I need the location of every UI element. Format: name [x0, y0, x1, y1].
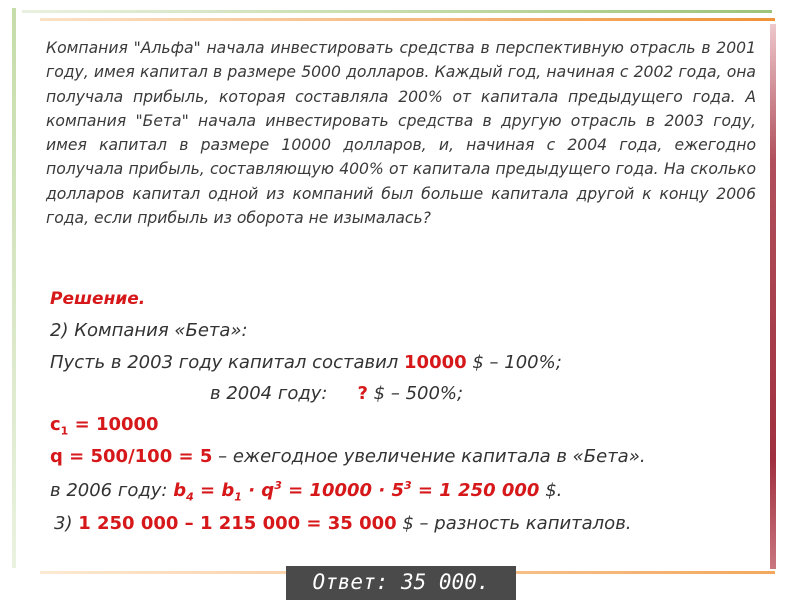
- line3-prefix: Пусть в 2003 году капитал составил: [50, 352, 405, 373]
- answer-text: Ответ: 35 000.: [312, 570, 490, 594]
- line3-value: 10000: [404, 352, 467, 373]
- line4-value: ?: [357, 383, 368, 404]
- c1-eq: = 10000: [68, 414, 159, 435]
- b-label: b: [173, 480, 187, 501]
- b4-line: [50, 479, 562, 504]
- q-formula: q = 500/100 = 5: [50, 446, 213, 467]
- top-green-bar: [22, 10, 772, 13]
- line4-suffix: $ – 500%;: [367, 383, 464, 404]
- problem-text: Компания "Альфа" начала инвестировать средства в перспективную отрасль в 2001 году, имея капитал в размере 5000 долларов. Каждый год, начиная с 2002 года, она получала прибыль, которая составляла 200% от капитала предыдущего года. А компания "Бета" начала инвестировать средства в другую отрасль в 2003 году, имея капитал в размере 10000 долларов, и, начиная с 2004 года, ежегодно получала прибыль, составляющую 400% от капитала предыдущего года. На сколько долларов капитал одной из компаний был больше капитала другой к концу 2006 года, если прибыль из оборота не изымалась?: [46, 39, 756, 228]
- q-exp: 3: [274, 479, 282, 492]
- capital-2003-line: [50, 352, 562, 373]
- c1-label: c: [50, 414, 61, 435]
- q-text: – ежегодное увеличение капитала в «Бета».: [212, 446, 646, 467]
- q-line: [50, 446, 646, 467]
- c1-sub: 1: [60, 424, 69, 438]
- line4-prefix: в 2004 году:: [210, 383, 328, 404]
- b4-formula: [173, 479, 540, 504]
- left-green-bar: [12, 8, 16, 568]
- step2-title: 2) Компания «Бета»:: [50, 320, 248, 341]
- step3-suffix: $ – разность капиталов.: [396, 513, 632, 534]
- capital-2004-line: [210, 383, 463, 404]
- line7-suffix: $.: [539, 480, 563, 501]
- eq2: = 10000 · 5: [281, 480, 404, 501]
- top-orange-bar: [40, 18, 775, 21]
- step3-calc: 1 250 000 – 1 215 000 = 35 000: [78, 513, 397, 534]
- dot1: · q: [241, 480, 275, 501]
- line7-prefix: в 2006 году:: [50, 480, 174, 501]
- line3-suffix: $ – 100%;: [466, 352, 562, 373]
- b-sub: 4: [186, 490, 194, 504]
- b1-sub: 1: [234, 490, 242, 504]
- right-red-bar: [770, 24, 776, 569]
- result: = 1 250 000: [411, 480, 540, 501]
- five-exp: 3: [403, 479, 412, 492]
- step3-line: [54, 513, 632, 534]
- step3-prefix: 3): [54, 513, 79, 534]
- solution-heading: Решение.: [50, 289, 146, 309]
- eq1: = b: [193, 480, 235, 501]
- c1-line: [50, 414, 159, 438]
